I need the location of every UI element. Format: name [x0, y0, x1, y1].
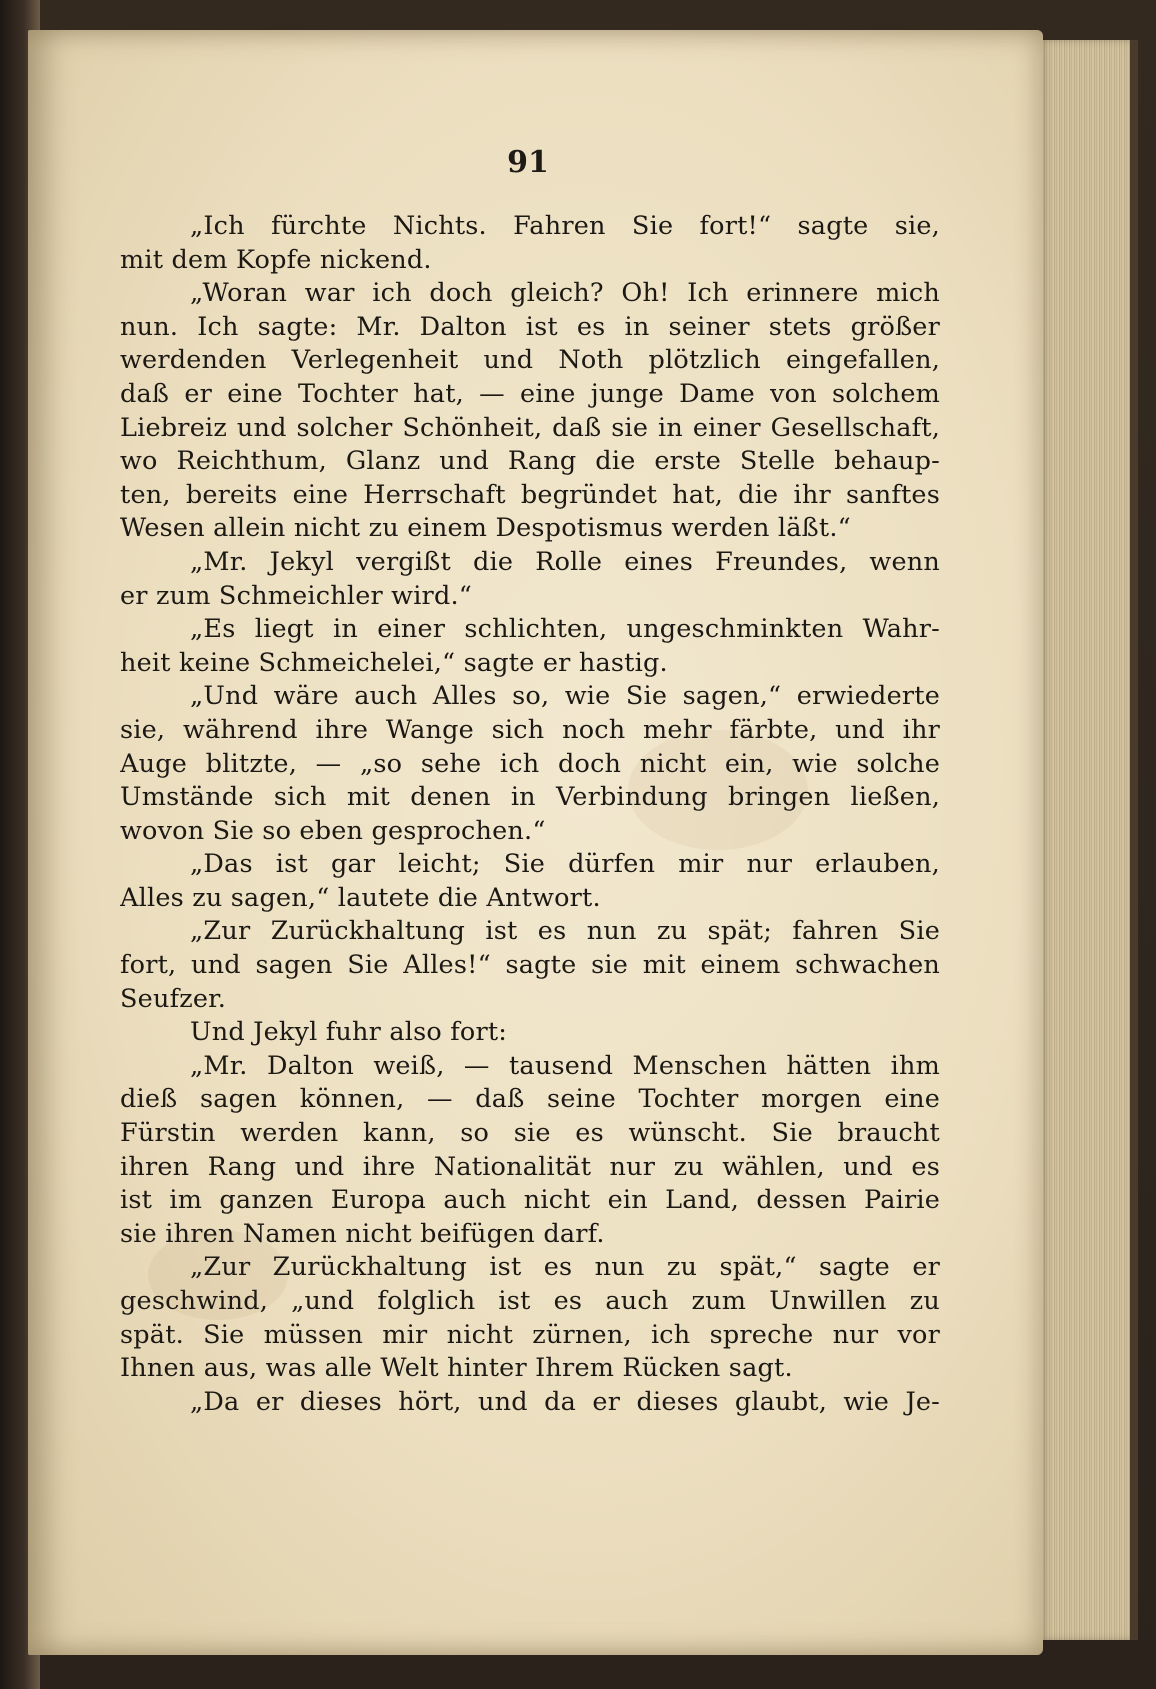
text-line: Seufzer.: [120, 983, 227, 1014]
text-line: Auge blitzte, — „so sehe ich doch nicht ein, wie solche: [120, 748, 940, 779]
text-line: sie ihren Namen nicht beifügen darf.: [120, 1218, 605, 1249]
text-line: ihren Rang und ihre Nationalität nur zu wählen, und es: [120, 1151, 940, 1182]
text-line: Liebreiz und solcher Schönheit, daß sie in einer Gesellschaft,: [120, 412, 940, 443]
text-line: Ihnen aus, was alle Welt hinter Ihrem Rücken sagt.: [120, 1353, 793, 1384]
text-line: geschwind, „und folglich ist es auch zum Unwillen zu: [120, 1286, 940, 1316]
text-line: heit keine Schmeichelei,“ sagte er hastig.: [120, 647, 668, 678]
text-line: „Das ist gar leicht; Sie dürfen mir nur erlauben,: [190, 849, 940, 880]
page-edges: [1040, 40, 1138, 1640]
text-line: fort, und sagen Sie Alles!“ sagte sie mit einem schwachen: [120, 950, 940, 981]
text-line: daß er eine Tochter hat, — eine junge Dame von solchem: [120, 378, 940, 409]
text-line: „Zur Zurückhaltung ist es nun zu spät; fahren Sie: [190, 916, 940, 947]
text-line: er zum Schmeichler wird.“: [120, 580, 473, 611]
text-line: „Mr. Jekyl vergißt die Rolle eines Freundes, wenn: [190, 546, 940, 577]
text-line: wo Reichthum, Glanz und Rang die erste Stelle behaup-: [120, 446, 940, 477]
text-line: „Woran war ich doch gleich? Oh! Ich erinnere mich: [190, 278, 940, 309]
text-line: mit dem Kopfe nickend.: [120, 244, 432, 275]
text-line: „Und wäre auch Alles so, wie Sie sagen,“ erwiederte: [190, 681, 940, 712]
text-line: „Es liegt in einer schlichten, ungeschminkten Wahr-: [190, 614, 940, 645]
text-line: sie, während ihre Wange sich noch mehr färbte, und ihr: [120, 714, 940, 745]
text-line: Fürstin werden kann, so sie es wünscht. Sie braucht: [120, 1118, 940, 1149]
text-line: „Mr. Dalton weiß, — tausend Menschen hätten ihm: [190, 1050, 940, 1081]
text-line: Und Jekyl fuhr also fort:: [190, 1017, 508, 1048]
text-line: Umstände sich mit denen in Verbindung bringen ließen,: [120, 782, 940, 813]
text-line: „Ich fürchte Nichts. Fahren Sie fort!“ sagte sie,: [190, 211, 940, 241]
text-line: Alles zu sagen,“ lautete die Antwort.: [120, 882, 601, 913]
text-line: ten, bereits eine Herrschaft begründet hat, die ihr sanftes: [120, 479, 940, 510]
text-line: „Da er dieses hört, und da er dieses glaubt, wie Je-: [190, 1386, 940, 1417]
page-number: 91: [507, 145, 549, 180]
text-line: werdenden Verlegenheit und Noth plötzlich eingefallen,: [120, 345, 940, 376]
page-text: [120, 210, 940, 1419]
book-page: [28, 30, 1043, 1655]
text-line: dieß sagen können, — daß seine Tochter morgen eine: [120, 1084, 940, 1115]
text-line: spät. Sie müssen mir nicht zürnen, ich spreche nur vor: [120, 1319, 940, 1350]
text-line: wovon Sie so eben gesprochen.“: [120, 815, 546, 846]
text-line: ist im ganzen Europa auch nicht ein Land, dessen Pairie: [120, 1185, 940, 1216]
text-line: „Zur Zurückhaltung ist es nun zu spät,“ sagte er: [190, 1252, 940, 1283]
text-line: nun. Ich sagte: Mr. Dalton ist es in seiner stets größer: [120, 311, 940, 342]
text-line: Wesen allein nicht zu einem Despotismus werden läßt.“: [120, 513, 851, 544]
